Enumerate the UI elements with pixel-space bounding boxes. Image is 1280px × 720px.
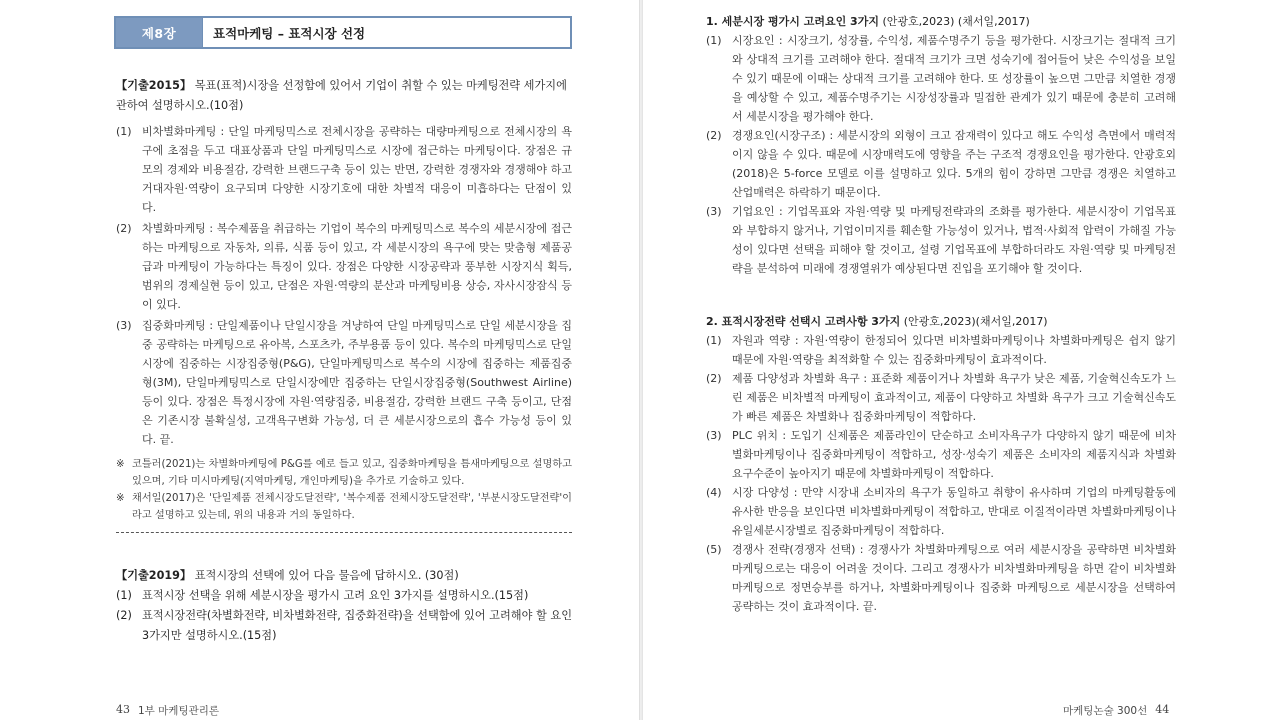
item-number: (1)	[116, 125, 132, 138]
item-number: (1)	[706, 334, 722, 347]
list-item	[706, 540, 1176, 616]
item-text: 시장요인 : 시장크기, 성장률, 수익성, 제품수명주기 등을 평가한다. 시장크기는 절대적 크기와 상대적 크기를 고려해야 한다. 절대적 크기가 크면 성숙기에 접어들어 낮은 수익성을 보일 수 있기 때문에 이때는 상대적 크기를 고려해야 한다. 또 성장률이 높으면 그만큼 치열한 경쟁을 예상할 수 있고, 제품수명주기는 시장성장률과 밀접한 관계가 있기 때문에 충분히 고려해서 세분시장을 평가해야 한다.	[732, 34, 1176, 123]
section-source: (안광호,2023)(채서일,2017)	[900, 315, 1048, 328]
note-text: 코틀러(2021)는 차별화마케팅에 P&G를 예로 들고 있고, 집중화마케팅을 틈새마케팅으로 설명하고 있으며, 기타 미시마케팅(지역마케팅, 개인마케팅)을 추가로 기술하고 있다.	[132, 459, 572, 487]
exam-tag: 【기출2015】	[116, 79, 192, 92]
item-text: 표적시장 선택을 위해 세분시장을 평가시 고려 요인 3가지를 설명하시오.(15점)	[142, 589, 529, 602]
page-number: 44	[1155, 703, 1170, 716]
question-text: 목표(표적)시장을 선정함에 있어서 기업이 취할 수 있는 마케팅전략 세가지에 관하여 설명하시오.(10점)	[116, 79, 567, 112]
notes	[116, 456, 572, 524]
item-number: (4)	[706, 486, 722, 499]
note-mark: ※	[116, 493, 125, 504]
section-1	[706, 13, 1176, 278]
part-title: 1부 마케팅관리론	[138, 705, 220, 717]
item-number: (2)	[706, 372, 722, 385]
list-item	[706, 31, 1176, 126]
list-item	[706, 426, 1176, 483]
section-title	[706, 313, 1176, 331]
section-title	[706, 13, 1176, 31]
list-item	[116, 122, 572, 217]
item-text: PLC 위치 : 도입기 신제품은 제품라인이 단순하고 소비자욕구가 다양하지 않기 때문에 비차별화마케팅이나 집중화마케팅이 적합하고, 성장·성숙기 제품은 소비자의 제품지식과 차별화 요구수준이 높아지기 때문에 차별화마케팅이 적합하다.	[732, 429, 1176, 480]
note-text: 채서일(2017)은 '단일제품 전체시장도달전략', '복수제품 전체시장도달전략', '부분시장도달전략'이라고 설명하고 있는데, 위의 내용과 거의 동일하다.	[132, 493, 572, 521]
list-item	[116, 219, 572, 314]
note-item	[116, 456, 572, 490]
item-text: 경쟁사 전략(경쟁자 선택) : 경쟁사가 차별화마케팅으로 여러 세분시장을 공략하면 비차별화마케팅으로는 대응이 어려울 것이다. 그리고 경쟁사가 비차별화마케팅을 하면 같이 비차별화마케팅으로 정면승부를 하거나, 차별화마케팅이나 집중화 마케팅으로 세분시장을 선택하여 공략하는 것이 효과적이다. 끝.	[732, 543, 1176, 613]
answer-list	[116, 122, 572, 449]
right-footer	[1063, 703, 1169, 718]
note-item	[116, 490, 572, 524]
item-number: (2)	[116, 222, 132, 235]
item-text: 경쟁요인(시장구조) : 세분시장의 외형이 크고 잠재력이 있다고 해도 수익성 측면에서 매력적이지 않을 수 있다. 때문에 시장매력도에 영향을 주는 구조적 경쟁요인을 평가한다. 안광호외(2018)은 5-force 모델로 이를 설명하고 있다. 5개의 힘이 강하면 그만큼 경쟁은 치열하고 산업매력은 하락하기 때문이다.	[732, 129, 1176, 199]
item-number: (2)	[116, 609, 132, 622]
question-text: 표적시장의 선택에 있어 다음 물음에 답하시오. (30점)	[194, 569, 459, 582]
left-page	[0, 0, 639, 720]
list-item	[116, 316, 572, 449]
item-number: (3)	[706, 429, 722, 442]
book-title: 마케팅논술 300선	[1063, 705, 1148, 717]
item-number: (3)	[116, 319, 132, 332]
item-text: 비차별화마케팅 : 단일 마케팅믹스로 전체시장을 공략하는 대량마케팅으로 전체시장의 욕구에 초점을 두고 대표상품과 단일 마케팅믹스로 시장에 접근하는 마케팅이다. 장점은 규모의 경제와 비용절감, 강력한 브랜드구축 등이 있는 반면, 강력한 경쟁자와 경쟁해야 하고 거대자원·역량이 요구되며 다양한 시장기호에 대한 차별적 대응이 미흡하다는 단점이 있다.	[142, 125, 572, 214]
chapter-number-tab: 제8장	[116, 18, 202, 47]
item-text: 집중화마케팅 : 단일제품이나 단일시장을 겨냥하여 단일 마케팅믹스로 단일 세분시장을 집중 공략하는 마케팅으로 유아복, 스포츠카, 주부용품 등이 있다. 복수의 마케팅믹스로 단일시장에 집중하는 시장집중형(P&G), 단일마케팅믹스로 복수의 시장에 집중하는 제품집중형(3M), 단일마케팅믹스로 단일시장에만 집중하는 단일시장집중형(Southwest Airline) 등이 있다. 장점은 특정시장에 자원·역량집중, 비용절감, 강력한 브랜드 구축 등이고, 단점은 기존시장 불확실성, 고객욕구변화 가능성, 더 큰 세분시장으로의 흡수 가능성 등이 있다. 끝.	[142, 319, 572, 446]
section-2	[706, 313, 1176, 616]
exam-question-2015	[116, 76, 572, 116]
right-page	[643, 0, 1280, 720]
item-text: 시장 다양성 : 만약 시장내 소비자의 욕구가 동일하고 취향이 유사하며 기업의 마케팅활동에 유사한 반응을 보인다면 비차별화마케팅이 적합하고, 반대로 이질적이라면 차별화마케팅이나 유일세분시장별로 집중화마케팅이 적합하다.	[732, 486, 1176, 537]
item-text: 기업요인 : 기업목표와 자원·역량 및 마케팅전략과의 조화를 평가한다. 세분시장이 기업목표와 부합하지 않거나, 기업이미지를 훼손할 가능성이 있거나, 법적·사회적 압력이 가해질 가능성이 있다면 선택을 피해야 할 것이고, 설령 기업목표에 부합하더라도 자원·역량 및 마케팅전략을 분석하여 미래에 경쟁열위가 예상된다면 진입을 포기해야 할 것이다.	[732, 205, 1176, 275]
list-item	[706, 369, 1176, 426]
list-item	[116, 586, 572, 606]
list-item	[706, 483, 1176, 540]
list-item	[706, 202, 1176, 278]
item-text: 자원과 역량 : 자원·역량이 한정되어 있다면 비차별화마케팅이나 차별화마케팅은 쉽지 않기 때문에 자원·역량을 최적화할 수 있는 집중화마케팅이 효과적이다.	[732, 334, 1176, 366]
list-item	[706, 126, 1176, 202]
exam-question-2019	[116, 566, 572, 646]
item-text: 표적시장전략(차별화전략, 비차별화전략, 집중화전략)을 선택함에 있어 고려해야 할 요인 3가지만 설명하시오.(15점)	[142, 609, 572, 642]
left-footer	[116, 703, 219, 718]
note-mark: ※	[116, 459, 125, 470]
list-item	[116, 606, 572, 646]
section-heading: 1. 세분시장 평가시 고려요인 3가지	[706, 15, 879, 28]
section-source: (안광호,2023) (채서일,2017)	[878, 15, 1030, 28]
item-number: (3)	[706, 205, 722, 218]
item-text: 차별화마케팅 : 복수제품을 취급하는 기업이 복수의 마케팅믹스로 복수의 세분시장에 접근하는 마케팅으로 자동차, 의류, 식품 등이 있고, 각 세분시장의 욕구에 맞는 맞춤형 제품공급과 마케팅이 가능하다는 특징이 있다. 장점은 다양한 시장공략과 풍부한 시장지식 획득, 범위의 경제실현 등이 있고, 단점은 자원·역량의 분산과 마케팅비용 상승, 자사시장잠식 등이 있다.	[142, 222, 572, 311]
dashed-divider	[116, 532, 572, 533]
list-item	[706, 331, 1176, 369]
chapter-header	[114, 16, 572, 49]
item-number: (1)	[116, 589, 132, 602]
item-number: (2)	[706, 129, 722, 142]
section-heading: 2. 표적시장전략 선택시 고려사항 3가지	[706, 315, 901, 328]
item-number: (5)	[706, 543, 722, 556]
chapter-title: 표적마케팅 – 표적시장 선정	[202, 18, 570, 47]
exam-tag: 【기출2019】	[116, 569, 192, 582]
page-number: 43	[116, 703, 130, 716]
item-text: 제품 다양성과 차별화 욕구 : 표준화 제품이거나 차별화 욕구가 낮은 제품, 기술혁신속도가 느린 제품은 비차별적 마케팅이 효과적이고, 제품이 다양하고 차별화 욕구가 크고 기술혁신속도가 빠른 제품은 차별화나 집중화마케팅이 적합하다.	[732, 372, 1176, 423]
item-number: (1)	[706, 34, 722, 47]
